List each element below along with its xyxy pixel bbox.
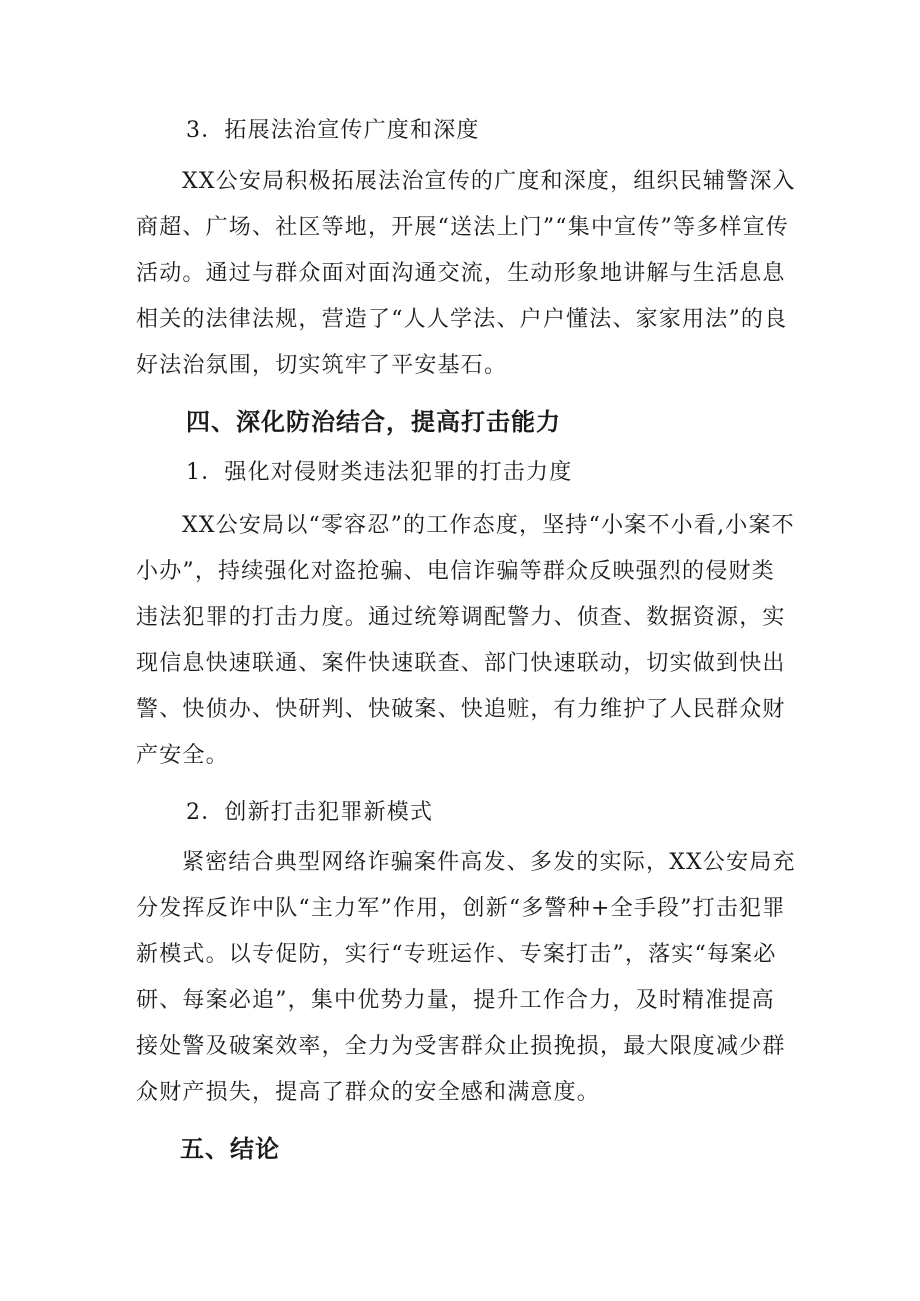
section-3-subheading: 3．拓展法治宣传广度和深度 (186, 118, 480, 143)
section-4-1-paragraph: XX公安局以“零容忍”的工作态度，坚持“小案不小看,小案不小办”，持续强化对盗抢骗、电信诈骗等群众反映强烈的侵财类违法犯罪的打击力度。通过统筹调配警力、侦查、数据资源，实现信息快速联通、案件快速联查、部门快速联动，切实做到快出警、快侦办、快研判、快破案、快追赃，有力维护了人民群众财产安全。 (136, 513, 795, 768)
section-5-heading: 五、结论 (180, 1135, 280, 1163)
section-3-paragraph: XX公安局积极拓展法治宣传的广度和深度，组织民辅警深入商超、广场、社区等地，开展“送法上门”“集中宣传”等多样宣传活动。通过与群众面对面沟通交流，生动形象地讲解与生活息息相关的法律法规，营造了“人人学法、户户懂法、家家用法”的良好法治氛围，切实筑牢了平安基石。 (136, 169, 796, 378)
section-4-1-subheading: 1．强化对侵财类违法犯罪的打击力度 (186, 460, 573, 485)
section-4-2-paragraph: 紧密结合典型网络诈骗案件高发、多发的实际，XX公安局充分发挥反诈中队“主力军”作用，创新“多警种+全手段”打击犯罪新模式。以专促防，实行“专班运作、专案打击”，落实“每案必研、每案必追”，集中优势力量，提升工作合力，及时精准提高接处警及破案效率，全力为受害群众止损挽损，最大限度减少群众财产损失，提高了群众的安全感和满意度。 (136, 850, 796, 1105)
section-4-heading: 四、深化防治结合，提高打击能力 (186, 408, 561, 436)
section-4-2-subheading: 2．创新打击犯罪新模式 (186, 800, 434, 825)
